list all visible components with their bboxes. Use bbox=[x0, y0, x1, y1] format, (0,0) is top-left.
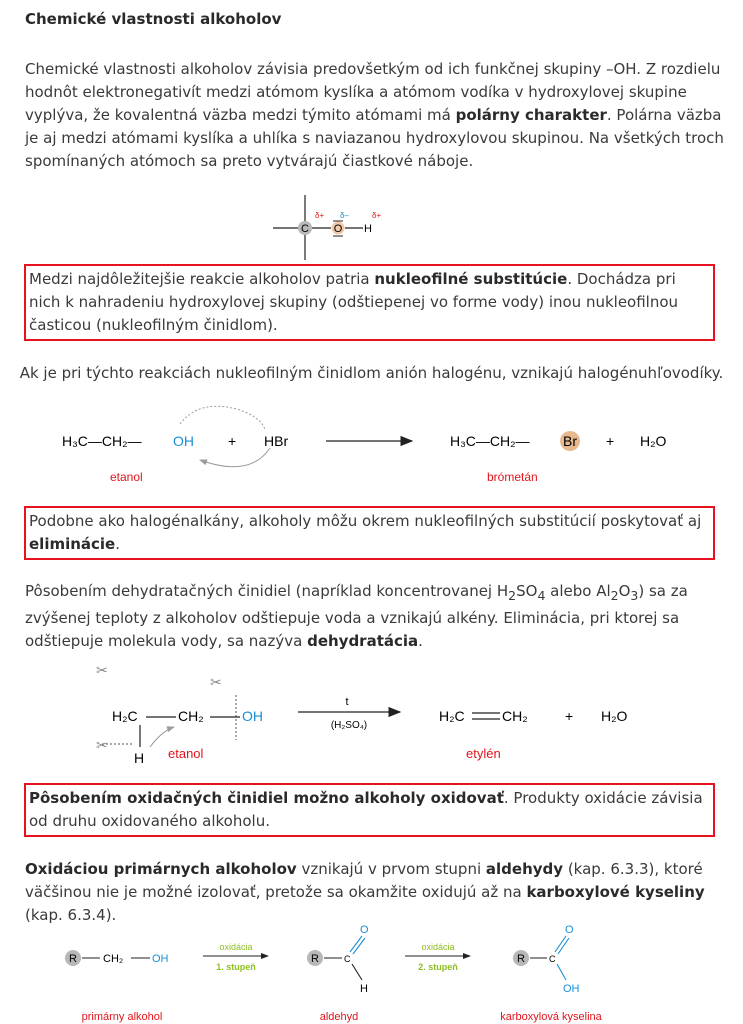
water-product: H₂O bbox=[601, 708, 628, 724]
label-brometan: brómetán bbox=[487, 470, 538, 484]
reaction-dehydration bbox=[0, 665, 743, 775]
highlight-box-substitution: Medzi najdôležitejšie reakcie alkoholov patria nukleofilné substitúcie. Dochádza pri nich k nahradeniu hydroxylovej skupiny (odštiepenej vo forme vody) inou nukleofilnou časticou (nukleofilným činidlom). bbox=[24, 264, 715, 341]
oxygen-atom: O bbox=[333, 223, 343, 235]
reaction-oxidation bbox=[0, 920, 743, 1024]
svg-text:+: + bbox=[228, 433, 237, 449]
oxygen-atom: O bbox=[565, 924, 574, 936]
hydrogen-atom: H bbox=[364, 223, 372, 235]
scissors-icon: ✂ bbox=[210, 674, 222, 690]
hydrogen-atom: H bbox=[360, 983, 368, 995]
hydroxyl-group: OH bbox=[242, 708, 263, 724]
svg-text:1. stupeň: 1. stupeň bbox=[216, 962, 256, 972]
r-group: R bbox=[517, 953, 525, 965]
ethanol-formula: H₃C—CH₂— bbox=[62, 433, 142, 449]
label-etylen: etylén bbox=[466, 746, 501, 761]
svg-text:oxidácia: oxidácia bbox=[219, 942, 253, 952]
svg-text:2. stupeň: 2. stupeň bbox=[418, 962, 458, 972]
svg-text:δ+: δ+ bbox=[315, 211, 325, 220]
ethylene-h2c: H₂C bbox=[439, 708, 465, 724]
r-group: R bbox=[69, 953, 77, 965]
reaction-substitution bbox=[0, 400, 743, 495]
hbr-reagent: HBr bbox=[264, 433, 289, 449]
ch2-group: CH₂ bbox=[103, 953, 124, 965]
paragraph-oxidation: Oxidáciou primárnych alkoholov vznikajú v prvom stupni aldehydy (kap. 6.3.3), ktoré väčšinou nie je možné izolovať, pretože sa okamžite oxidujú až na karboxylové kyseliny (kap. 6.3.4). bbox=[25, 860, 705, 924]
polar-bond-diagram bbox=[265, 190, 395, 265]
h2c-group: H₂C bbox=[112, 708, 138, 724]
highlight-box-oxidation: Pôsobením oxidačných činidiel možno alkoholy oxidovať. Produkty oxidácie závisia od druhu oxidovaného alkoholu. bbox=[24, 783, 715, 837]
bromine-atom: Br bbox=[563, 433, 577, 449]
label-primary-alcohol: primárny alkohol bbox=[81, 1011, 163, 1023]
carbon-atom: C bbox=[301, 223, 309, 235]
highlight-box-elimination: Podobne ako halogénalkány, alkoholy môžu okrem nukleofilných substitúcií poskytovať aj eliminácie. bbox=[24, 506, 715, 560]
svg-text:oxidácia: oxidácia bbox=[421, 942, 455, 952]
reaction-condition: (H₂SO₄) bbox=[330, 720, 368, 731]
page-title: Chemické vlastnosti alkoholov bbox=[25, 10, 282, 28]
paragraph-halogen: Ak je pri týchto reakciách nukleofilným činidlom anión halogénu, vznikajú halogénuhľovodíky. bbox=[19, 364, 724, 382]
carbon-atom: C bbox=[344, 954, 351, 964]
svg-text:δ–: δ– bbox=[340, 211, 349, 220]
paragraph-intro: Chemické vlastnosti alkoholov závisia predovšetkým od ich funkčnej skupiny –OH. Z rozdielu hodnôt elektronegativít medzi atómom kyslíka a atómom vodíka v hydroxylovej skupine vyplýva, že kovalentná väzba medzi týmito atómami má polárny charakter. Polárna väzba je aj medzi atómami kyslíka a uhlíka s naviazanou hydroxylovou skupinou. Na všetkých troch spomínaných atómoch sa preto vytvárajú čiastkové náboje. bbox=[25, 60, 724, 170]
svg-text:δ+: δ+ bbox=[372, 211, 382, 220]
carbon-atom: C bbox=[549, 954, 556, 964]
bromoethane-formula: H₃C—CH₂— bbox=[450, 433, 530, 449]
label-etanol: etanol bbox=[110, 470, 143, 484]
svg-text:+: + bbox=[606, 433, 615, 449]
r-group: R bbox=[311, 953, 319, 965]
label-etanol: etanol bbox=[168, 746, 204, 761]
oxygen-atom: O bbox=[360, 924, 369, 936]
svg-text:+: + bbox=[565, 708, 574, 724]
label-aldehyd: aldehyd bbox=[319, 1011, 359, 1023]
paragraph-dehydration: Pôsobením dehydratačných činidiel (napríklad koncentrovanej $H_2SO_4$ alebo $Al_2O_3$) sa za zvýšenej teploty z alkoholov odštiepuje voda a vznikajú alkény. Eliminácia, pri ktorej sa odštiepuje molekula vody, sa nazýva dehydratácia. bbox=[25, 582, 688, 650]
scissors-icon: ✂ bbox=[96, 665, 108, 678]
scissors-icon-bottom: ✂ bbox=[96, 737, 108, 753]
svg-text:t: t bbox=[345, 696, 349, 708]
ch2-group: CH₂ bbox=[178, 708, 204, 724]
hydrogen-atom: H bbox=[134, 750, 145, 766]
hydroxyl-group: OH bbox=[173, 433, 194, 449]
hydroxyl-group: OH bbox=[563, 983, 580, 995]
hydroxyl-group: OH bbox=[152, 953, 169, 965]
ethylene-ch2: CH₂ bbox=[502, 708, 528, 724]
water-product: H₂O bbox=[640, 433, 667, 449]
label-carboxylic-acid: karboxylová kyselina bbox=[500, 1011, 602, 1023]
